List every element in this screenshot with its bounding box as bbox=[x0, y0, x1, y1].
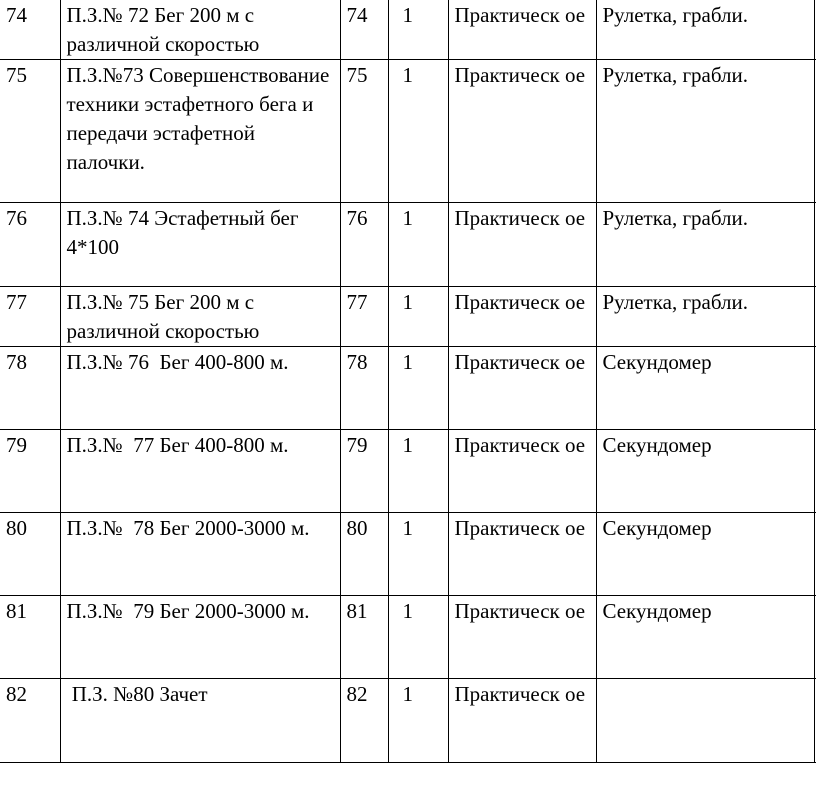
count-cell bbox=[388, 347, 448, 430]
lesson-topic bbox=[60, 513, 340, 596]
row-number-text: 76 bbox=[6, 206, 27, 230]
row-number bbox=[0, 203, 60, 287]
equipment-cell-text: Секундомер bbox=[602, 433, 712, 457]
table-row bbox=[0, 287, 816, 347]
lesson-topic bbox=[60, 287, 340, 347]
hours-cell bbox=[340, 203, 388, 287]
count-cell-text: 1 bbox=[402, 3, 413, 27]
equipment-cell bbox=[596, 430, 814, 513]
lesson-topic-text: П.З.№73 Совершенствование техники эстафетного бега и передачи эстафетной палочки. bbox=[66, 63, 335, 174]
hours-cell-text: 78 bbox=[346, 350, 368, 374]
hours-cell bbox=[340, 596, 388, 679]
row-number bbox=[0, 679, 60, 763]
count-cell-text: 1 bbox=[402, 290, 413, 314]
hours-cell bbox=[340, 0, 388, 60]
row-number bbox=[0, 347, 60, 430]
lesson-topic-text: П.З.№ 72 Бег 200 м с различной скоростью bbox=[66, 3, 260, 56]
hours-cell-text: 81 bbox=[346, 599, 368, 623]
hours-cell-text: 75 bbox=[346, 63, 368, 87]
row-number-text: 77 bbox=[6, 290, 27, 314]
lesson-type-text: Практическ ое bbox=[454, 599, 586, 623]
lesson-topic bbox=[60, 430, 340, 513]
lesson-type-text: Практическ ое bbox=[454, 350, 586, 374]
lesson-type bbox=[448, 203, 596, 287]
count-cell bbox=[388, 430, 448, 513]
row-number-text: 75 bbox=[6, 63, 27, 87]
equipment-cell bbox=[596, 347, 814, 430]
hours-cell bbox=[340, 679, 388, 763]
lesson-type bbox=[448, 347, 596, 430]
count-cell bbox=[388, 513, 448, 596]
equipment-cell-text: Секундомер bbox=[602, 516, 712, 540]
row-number-text: 82 bbox=[6, 682, 27, 706]
count-cell-text: 1 bbox=[402, 599, 413, 623]
table-row bbox=[0, 513, 816, 596]
hours-cell-text: 82 bbox=[346, 682, 368, 706]
row-number bbox=[0, 513, 60, 596]
lesson-topic bbox=[60, 347, 340, 430]
hours-cell bbox=[340, 287, 388, 347]
hours-cell-text: 76 bbox=[346, 206, 368, 230]
table-row bbox=[0, 596, 816, 679]
equipment-cell-text: Рулетка, грабли. bbox=[602, 206, 749, 230]
lesson-topic-text: П.З.№ 74 Эстафетный бег 4*100 bbox=[66, 206, 299, 259]
lesson-type-text: Практическ ое bbox=[454, 290, 586, 314]
lesson-type bbox=[448, 0, 596, 60]
lesson-topic-text: П.З.№ 76 Бег 400-800 м. bbox=[66, 350, 289, 374]
row-number bbox=[0, 287, 60, 347]
lesson-type-text: Практическ ое bbox=[454, 516, 586, 540]
equipment-cell bbox=[596, 287, 814, 347]
row-number bbox=[0, 60, 60, 203]
count-cell-text: 1 bbox=[402, 682, 413, 706]
lesson-type-text: Практическ ое bbox=[454, 433, 586, 457]
hours-cell bbox=[340, 513, 388, 596]
hours-cell-text: 79 bbox=[346, 433, 368, 457]
lesson-type bbox=[448, 430, 596, 513]
hours-cell bbox=[340, 347, 388, 430]
row-number-text: 80 bbox=[6, 516, 27, 540]
lesson-topic bbox=[60, 596, 340, 679]
lesson-topic-text: П.З. №80 Зачет bbox=[66, 682, 208, 706]
count-cell-text: 1 bbox=[402, 433, 413, 457]
equipment-cell-text: Секундомер bbox=[602, 599, 712, 623]
count-cell bbox=[388, 596, 448, 679]
row-number-text: 79 bbox=[6, 433, 27, 457]
lesson-topic bbox=[60, 60, 340, 203]
hours-cell-text: 74 bbox=[346, 3, 368, 27]
lesson-type-text: Практическ ое bbox=[454, 3, 586, 27]
equipment-cell bbox=[596, 596, 814, 679]
lesson-topic-text: П.З.№ 75 Бег 200 м с различной скоростью bbox=[66, 290, 260, 343]
table-row bbox=[0, 203, 816, 287]
hours-cell bbox=[340, 60, 388, 203]
hours-cell-text: 80 bbox=[346, 516, 368, 540]
lesson-topic bbox=[60, 679, 340, 763]
equipment-cell-text: Секундомер bbox=[602, 350, 712, 374]
lesson-type bbox=[448, 60, 596, 203]
count-cell-text: 1 bbox=[402, 63, 413, 87]
count-cell bbox=[388, 287, 448, 347]
lesson-topic bbox=[60, 203, 340, 287]
count-cell bbox=[388, 0, 448, 60]
lesson-topic-text: П.З.№ 77 Бег 400-800 м. bbox=[66, 433, 289, 457]
table-row bbox=[0, 0, 816, 60]
equipment-cell bbox=[596, 0, 814, 60]
lesson-topic-text: П.З.№ 78 Бег 2000-3000 м. bbox=[66, 516, 310, 540]
count-cell-text: 1 bbox=[402, 350, 413, 374]
count-cell bbox=[388, 679, 448, 763]
lesson-type-text: Практическ ое bbox=[454, 682, 586, 706]
table-row bbox=[0, 679, 816, 763]
lesson-type bbox=[448, 287, 596, 347]
row-number-text: 81 bbox=[6, 599, 27, 623]
lesson-type bbox=[448, 513, 596, 596]
lesson-topic-text: П.З.№ 79 Бег 2000-3000 м. bbox=[66, 599, 310, 623]
count-cell-text: 1 bbox=[402, 206, 413, 230]
row-number bbox=[0, 430, 60, 513]
lesson-type-text: Практическ ое bbox=[454, 63, 586, 87]
table-row bbox=[0, 347, 816, 430]
lesson-type bbox=[448, 679, 596, 763]
lesson-topic bbox=[60, 0, 340, 60]
row-number-text: 78 bbox=[6, 350, 27, 374]
row-number bbox=[0, 596, 60, 679]
equipment-cell-text: Рулетка, грабли. bbox=[602, 63, 749, 87]
row-number-text: 74 bbox=[6, 3, 27, 27]
equipment-cell bbox=[596, 513, 814, 596]
table-row bbox=[0, 60, 816, 203]
count-cell-text: 1 bbox=[402, 516, 413, 540]
equipment-cell bbox=[596, 203, 814, 287]
lesson-type bbox=[448, 596, 596, 679]
row-number bbox=[0, 0, 60, 60]
lesson-type-text: Практическ ое bbox=[454, 206, 586, 230]
hours-cell bbox=[340, 430, 388, 513]
table-row bbox=[0, 430, 816, 513]
equipment-cell-text: Рулетка, грабли. bbox=[602, 3, 749, 27]
count-cell bbox=[388, 60, 448, 203]
hours-cell-text: 77 bbox=[346, 290, 368, 314]
equipment-cell bbox=[596, 679, 814, 763]
equipment-cell-text: Рулетка, грабли. bbox=[602, 290, 749, 314]
equipment-cell bbox=[596, 60, 814, 203]
count-cell bbox=[388, 203, 448, 287]
